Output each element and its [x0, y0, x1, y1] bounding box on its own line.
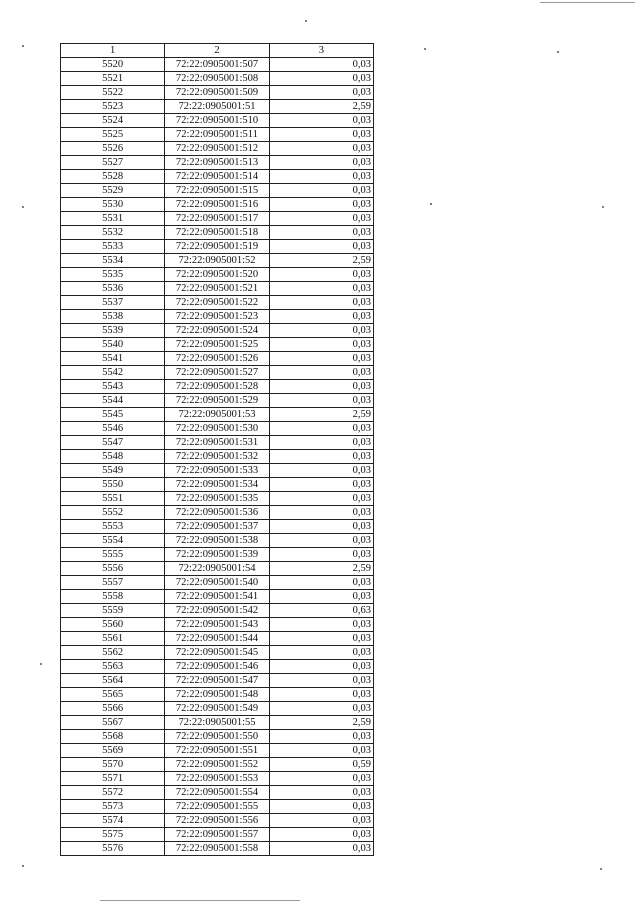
- area-value: 0,03: [269, 128, 373, 142]
- row-number: 5568: [61, 730, 165, 744]
- area-value: 2,59: [269, 254, 373, 268]
- cadastral-number: 72:22:0905001:557: [165, 828, 269, 842]
- cadastral-number: 72:22:0905001:542: [165, 604, 269, 618]
- area-value: 0,03: [269, 296, 373, 310]
- cadastral-number: 72:22:0905001:543: [165, 618, 269, 632]
- area-value: 0,59: [269, 758, 373, 772]
- row-number: 5569: [61, 744, 165, 758]
- table-row: [61, 450, 374, 464]
- table-row: [61, 702, 374, 716]
- row-number: 5560: [61, 618, 165, 632]
- row-number: 5552: [61, 506, 165, 520]
- row-number: 5530: [61, 198, 165, 212]
- row-number: 5537: [61, 296, 165, 310]
- area-value: 0,03: [269, 72, 373, 86]
- table-row: [61, 170, 374, 184]
- area-value: 2,59: [269, 100, 373, 114]
- row-number: 5554: [61, 534, 165, 548]
- cadastral-number: 72:22:0905001:546: [165, 660, 269, 674]
- table-header: [61, 44, 374, 58]
- row-number: 5565: [61, 688, 165, 702]
- row-number: 5546: [61, 422, 165, 436]
- row-number: 5541: [61, 352, 165, 366]
- row-number: 5520: [61, 58, 165, 72]
- area-value: 0,03: [269, 240, 373, 254]
- cadastral-number: 72:22:0905001:510: [165, 114, 269, 128]
- cadastral-number: 72:22:0905001:512: [165, 142, 269, 156]
- table-row: [61, 282, 374, 296]
- scan-speck: [305, 20, 307, 22]
- cadastral-number: 72:22:0905001:51: [165, 100, 269, 114]
- table-row: [61, 576, 374, 590]
- area-value: 0,03: [269, 590, 373, 604]
- cadastral-number: 72:22:0905001:528: [165, 380, 269, 394]
- table-row: [61, 660, 374, 674]
- row-number: 5550: [61, 478, 165, 492]
- cadastral-number: 72:22:0905001:517: [165, 212, 269, 226]
- cadastral-number: 72:22:0905001:519: [165, 240, 269, 254]
- area-value: 0,03: [269, 338, 373, 352]
- area-value: 0,03: [269, 422, 373, 436]
- row-number: 5521: [61, 72, 165, 86]
- table-row: [61, 422, 374, 436]
- table-row: [61, 58, 374, 72]
- table-row: [61, 604, 374, 618]
- row-number: 5543: [61, 380, 165, 394]
- area-value: 0,03: [269, 142, 373, 156]
- area-value: 0,03: [269, 478, 373, 492]
- table-row: [61, 436, 374, 450]
- area-value: 0,03: [269, 212, 373, 226]
- area-value: 0,03: [269, 464, 373, 478]
- area-value: 0,03: [269, 282, 373, 296]
- scan-speck: [22, 206, 24, 208]
- area-value: 0,03: [269, 618, 373, 632]
- table-row: [61, 828, 374, 842]
- cadastral-number: 72:22:0905001:522: [165, 296, 269, 310]
- area-value: 0,03: [269, 646, 373, 660]
- column-header-3: 3: [269, 44, 373, 58]
- table-row: [61, 268, 374, 282]
- area-value: 0,03: [269, 268, 373, 282]
- table-row: [61, 716, 374, 730]
- row-number: 5540: [61, 338, 165, 352]
- table-row: [61, 198, 374, 212]
- area-value: 2,59: [269, 562, 373, 576]
- scan-speck: [424, 48, 426, 50]
- table-body: [61, 58, 374, 856]
- area-value: 0,03: [269, 660, 373, 674]
- cadastral-number: 72:22:0905001:54: [165, 562, 269, 576]
- row-number: 5533: [61, 240, 165, 254]
- scan-speck: [602, 206, 604, 208]
- header-row: [61, 44, 374, 58]
- table-row: [61, 688, 374, 702]
- row-number: 5563: [61, 660, 165, 674]
- row-number: 5529: [61, 184, 165, 198]
- table-row: [61, 324, 374, 338]
- row-number: 5576: [61, 842, 165, 856]
- table-row: [61, 562, 374, 576]
- area-value: 0,03: [269, 366, 373, 380]
- cadastral-number: 72:22:0905001:520: [165, 268, 269, 282]
- area-value: 0,03: [269, 814, 373, 828]
- table-row: [61, 86, 374, 100]
- scan-edge-bottom: [100, 900, 300, 901]
- table-row: [61, 814, 374, 828]
- row-number: 5566: [61, 702, 165, 716]
- row-number: 5534: [61, 254, 165, 268]
- row-number: 5559: [61, 604, 165, 618]
- cadastral-number: 72:22:0905001:554: [165, 786, 269, 800]
- row-number: 5556: [61, 562, 165, 576]
- table-row: [61, 184, 374, 198]
- area-value: 2,59: [269, 408, 373, 422]
- table-row: [61, 128, 374, 142]
- area-value: 0,03: [269, 506, 373, 520]
- row-number: 5567: [61, 716, 165, 730]
- column-header-2: 2: [165, 44, 269, 58]
- area-value: 0,63: [269, 604, 373, 618]
- cadastral-number: 72:22:0905001:52: [165, 254, 269, 268]
- scan-speck: [22, 45, 24, 47]
- cadastral-number: 72:22:0905001:508: [165, 72, 269, 86]
- row-number: 5573: [61, 800, 165, 814]
- cadastral-number: 72:22:0905001:53: [165, 408, 269, 422]
- area-value: 0,03: [269, 800, 373, 814]
- cadastral-number: 72:22:0905001:553: [165, 772, 269, 786]
- table-row: [61, 366, 374, 380]
- table-row: [61, 226, 374, 240]
- table-row: [61, 674, 374, 688]
- cadastral-number: 72:22:0905001:524: [165, 324, 269, 338]
- row-number: 5531: [61, 212, 165, 226]
- cadastral-number: 72:22:0905001:507: [165, 58, 269, 72]
- row-number: 5542: [61, 366, 165, 380]
- cadastral-number: 72:22:0905001:551: [165, 744, 269, 758]
- cadastral-number: 72:22:0905001:545: [165, 646, 269, 660]
- row-number: 5564: [61, 674, 165, 688]
- cadastral-number: 72:22:0905001:541: [165, 590, 269, 604]
- cadastral-number: 72:22:0905001:550: [165, 730, 269, 744]
- cadastral-number: 72:22:0905001:529: [165, 394, 269, 408]
- row-number: 5555: [61, 548, 165, 562]
- row-number: 5561: [61, 632, 165, 646]
- cadastral-number: 72:22:0905001:525: [165, 338, 269, 352]
- area-value: 0,03: [269, 492, 373, 506]
- table-row: [61, 800, 374, 814]
- area-value: 0,03: [269, 436, 373, 450]
- cadastral-number: 72:22:0905001:523: [165, 310, 269, 324]
- table-row: [61, 464, 374, 478]
- cadastral-number: 72:22:0905001:533: [165, 464, 269, 478]
- table-row: [61, 240, 374, 254]
- scan-speck: [40, 663, 42, 665]
- cadastral-number: 72:22:0905001:532: [165, 450, 269, 464]
- cadastral-number: 72:22:0905001:518: [165, 226, 269, 240]
- table-row: [61, 632, 374, 646]
- cadastral-number: 72:22:0905001:534: [165, 478, 269, 492]
- area-value: 0,03: [269, 324, 373, 338]
- area-value: 2,59: [269, 716, 373, 730]
- table-row: [61, 156, 374, 170]
- area-value: 0,03: [269, 380, 373, 394]
- table-row: [61, 100, 374, 114]
- table-row: [61, 492, 374, 506]
- row-number: 5538: [61, 310, 165, 324]
- table-row: [61, 646, 374, 660]
- scan-speck: [600, 868, 602, 870]
- table-row: [61, 408, 374, 422]
- table-row: [61, 254, 374, 268]
- area-value: 0,03: [269, 58, 373, 72]
- row-number: 5527: [61, 156, 165, 170]
- table-row: [61, 114, 374, 128]
- table-row: [61, 296, 374, 310]
- row-number: 5539: [61, 324, 165, 338]
- cadastral-number: 72:22:0905001:531: [165, 436, 269, 450]
- area-value: 0,03: [269, 842, 373, 856]
- cadastral-number: 72:22:0905001:558: [165, 842, 269, 856]
- data-table: [60, 43, 374, 856]
- table-row: [61, 520, 374, 534]
- area-value: 0,03: [269, 632, 373, 646]
- row-number: 5571: [61, 772, 165, 786]
- cadastral-number: 72:22:0905001:515: [165, 184, 269, 198]
- area-value: 0,03: [269, 688, 373, 702]
- area-value: 0,03: [269, 184, 373, 198]
- cadastral-number: 72:22:0905001:544: [165, 632, 269, 646]
- row-number: 5544: [61, 394, 165, 408]
- area-value: 0,03: [269, 352, 373, 366]
- column-header-1: 1: [61, 44, 165, 58]
- table-row: [61, 772, 374, 786]
- area-value: 0,03: [269, 702, 373, 716]
- area-value: 0,03: [269, 828, 373, 842]
- cadastral-number: 72:22:0905001:540: [165, 576, 269, 590]
- area-value: 0,03: [269, 674, 373, 688]
- cadastral-number: 72:22:0905001:556: [165, 814, 269, 828]
- cadastral-number: 72:22:0905001:514: [165, 170, 269, 184]
- row-number: 5553: [61, 520, 165, 534]
- area-value: 0,03: [269, 450, 373, 464]
- cadastral-number: 72:22:0905001:516: [165, 198, 269, 212]
- table-row: [61, 744, 374, 758]
- row-number: 5523: [61, 100, 165, 114]
- row-number: 5525: [61, 128, 165, 142]
- row-number: 5551: [61, 492, 165, 506]
- area-value: 0,03: [269, 730, 373, 744]
- cadastral-number: 72:22:0905001:539: [165, 548, 269, 562]
- cadastral-number: 72:22:0905001:555: [165, 800, 269, 814]
- row-number: 5522: [61, 86, 165, 100]
- cadastral-number: 72:22:0905001:55: [165, 716, 269, 730]
- scan-speck: [430, 203, 432, 205]
- row-number: 5548: [61, 450, 165, 464]
- table-row: [61, 380, 374, 394]
- table-row: [61, 212, 374, 226]
- row-number: 5535: [61, 268, 165, 282]
- row-number: 5536: [61, 282, 165, 296]
- row-number: 5562: [61, 646, 165, 660]
- row-number: 5557: [61, 576, 165, 590]
- cadastral-number: 72:22:0905001:509: [165, 86, 269, 100]
- scan-edge-top-right: [540, 2, 635, 3]
- table-row: [61, 142, 374, 156]
- area-value: 0,03: [269, 226, 373, 240]
- area-value: 0,03: [269, 520, 373, 534]
- row-number: 5526: [61, 142, 165, 156]
- table-row: [61, 786, 374, 800]
- cadastral-number: 72:22:0905001:535: [165, 492, 269, 506]
- area-value: 0,03: [269, 394, 373, 408]
- row-number: 5574: [61, 814, 165, 828]
- table-row: [61, 394, 374, 408]
- table-row: [61, 618, 374, 632]
- cadastral-number: 72:22:0905001:547: [165, 674, 269, 688]
- cadastral-number: 72:22:0905001:521: [165, 282, 269, 296]
- area-value: 0,03: [269, 156, 373, 170]
- area-value: 0,03: [269, 86, 373, 100]
- cadastral-number: 72:22:0905001:552: [165, 758, 269, 772]
- table-row: [61, 590, 374, 604]
- area-value: 0,03: [269, 772, 373, 786]
- area-value: 0,03: [269, 744, 373, 758]
- scan-speck: [557, 51, 559, 53]
- cadastral-number: 72:22:0905001:511: [165, 128, 269, 142]
- row-number: 5575: [61, 828, 165, 842]
- area-value: 0,03: [269, 310, 373, 324]
- table-row: [61, 548, 374, 562]
- cadastral-number: 72:22:0905001:538: [165, 534, 269, 548]
- area-value: 0,03: [269, 114, 373, 128]
- table-row: [61, 352, 374, 366]
- cadastral-number: 72:22:0905001:513: [165, 156, 269, 170]
- cadastral-number: 72:22:0905001:536: [165, 506, 269, 520]
- row-number: 5547: [61, 436, 165, 450]
- cadastral-number: 72:22:0905001:548: [165, 688, 269, 702]
- area-value: 0,03: [269, 534, 373, 548]
- scan-speck: [22, 865, 24, 867]
- table-row: [61, 310, 374, 324]
- table-row: [61, 338, 374, 352]
- table-row: [61, 534, 374, 548]
- area-value: 0,03: [269, 576, 373, 590]
- cadastral-number: 72:22:0905001:530: [165, 422, 269, 436]
- table-row: [61, 842, 374, 856]
- table-row: [61, 506, 374, 520]
- table-row: [61, 730, 374, 744]
- area-value: 0,03: [269, 548, 373, 562]
- area-value: 0,03: [269, 198, 373, 212]
- row-number: 5549: [61, 464, 165, 478]
- row-number: 5558: [61, 590, 165, 604]
- row-number: 5545: [61, 408, 165, 422]
- row-number: 5570: [61, 758, 165, 772]
- table-row: [61, 72, 374, 86]
- table-row: [61, 758, 374, 772]
- row-number: 5532: [61, 226, 165, 240]
- cadastral-number: 72:22:0905001:549: [165, 702, 269, 716]
- cadastral-number: 72:22:0905001:526: [165, 352, 269, 366]
- row-number: 5524: [61, 114, 165, 128]
- area-value: 0,03: [269, 786, 373, 800]
- cadastral-number: 72:22:0905001:537: [165, 520, 269, 534]
- row-number: 5572: [61, 786, 165, 800]
- table-row: [61, 478, 374, 492]
- row-number: 5528: [61, 170, 165, 184]
- area-value: 0,03: [269, 170, 373, 184]
- cadastral-number: 72:22:0905001:527: [165, 366, 269, 380]
